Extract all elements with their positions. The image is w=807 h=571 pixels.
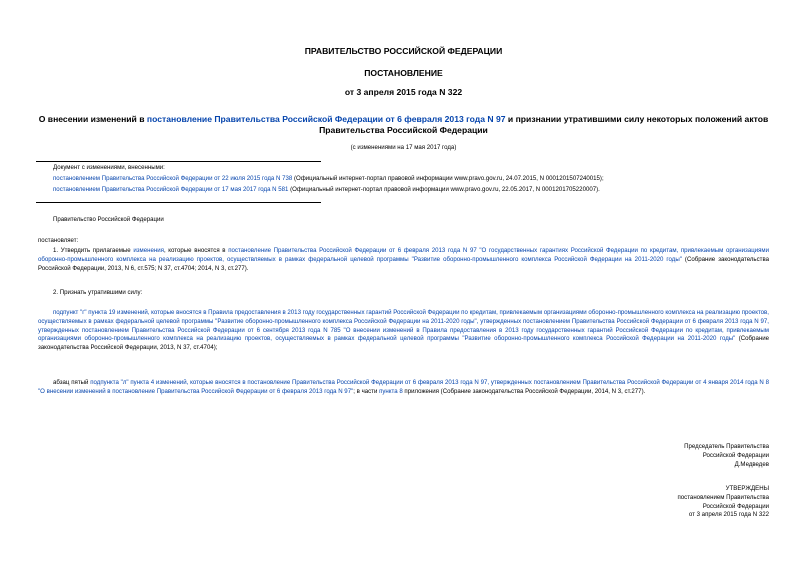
paragraph-3 [38,309,769,353]
amendment-link-738[interactable]: постановлением Правительства Российской Федерации от 22 июля 2015 года N 738 [53,175,293,182]
signature-country: Российской Федерации [702,451,769,459]
divider-top [36,161,321,162]
paragraph-1 [38,247,769,273]
amendment-link-581[interactable]: постановлением Правительства Российской Федерации от 17 мая 2017 года N 581 [53,186,289,193]
approved-block [469,485,769,520]
approved-date: от 3 апреля 2015 года N 322 [688,511,769,519]
approved-by: постановлением Правительства [677,493,769,501]
amendment-source-738: (Официальный интернет-портал правовой информации www.pravo.gov.ru, 24.07.2015, N 0001201507240015); [292,175,604,182]
title-text-end: и признании утратившими силу некоторых положений актов Правительства Российской Федерации [319,114,769,135]
p3-text-1: (Собрание законодательства Российской Федерации, 2013, N 37, ст.4704); [38,335,769,352]
title-text-start: О внесении изменений в [38,114,147,124]
document-type: ПОСТАНОВЛЕНИЕ [364,68,443,78]
p1-text-3: (Собрание законодательства Российской Федерации, 2013, N 6, ст.575; N 37, ст.4704; 2014, N 3, ст.277). [38,255,770,272]
p4-link-point-8[interactable]: пункта 8 [379,387,403,395]
paragraph-4 [38,379,769,397]
approved-label: УТВЕРЖДЕНЫ [725,485,769,492]
signature-name: Д.Медведев [734,460,769,468]
amendment-source-581: (Официальный интернет-портал правовой информации www.pravo.gov.ru, 22.05.2017, N 0001201705220007). [288,186,600,193]
p4-text-3: приложения (Собрание законодательства Российской Федерации, 2014, N 3, ст.277). [402,387,646,395]
government-heading: ПРАВИТЕЛЬСТВО РОССИЙСКОЙ ФЕДЕРАЦИИ [304,46,503,56]
edition-note: (с изменениями на 17 мая 2017 года) [350,144,457,151]
divider-bottom [36,202,321,203]
amendments-heading: Документ с изменениями, внесенными: [53,164,165,171]
paragraph-2: 2. Признать утратившими силу: [53,289,143,296]
amendment-item [53,175,773,184]
p4-text-1: абзац пятый [53,379,91,386]
p1-link-changes[interactable]: изменения [133,247,164,254]
p4-link-subparagraph-l[interactable]: подпункта "л" пункта 4 изменений, которые вносятся в постановление Правительства Российской Федерации от 6 февраля 2013 года N 97, утвержденных постановлением Правительства Российской Федерации от 4 января 2014 года N 8 "О внесении изменений в постановление Правительства Российской Федерации от 6 февраля 2013 года N 97" [38,379,769,395]
p4-text-2: ; в части [353,387,380,395]
document-title [36,114,771,136]
document-date-number: от 3 апреля 2015 года N 322 [344,87,463,97]
p1-text-2: , которые вносятся в [163,247,229,254]
amendment-item [53,186,773,195]
issuer: Правительство Российской Федерации [53,216,164,223]
title-link-decree-97[interactable]: постановление Правительства Российской Федерации от 6 февраля 2013 года N 97 [146,114,506,124]
signature-block [469,443,769,469]
approved-country: Российской Федерации [702,502,769,510]
p3-link-subparagraph-g[interactable]: подпункт "г" пункта 19 изменений, которые вносятся в Правила предоставления в 2013 году государственных гарантий Российской Федерации по кредитам, привлекаемым организациями оборонно-промышленного комплекса на реализацию проектов, осуществляемых в рамках федеральной целевой программы "Развитие оборонно-промышленного комплекса Российской Федерации на 2011-2020 годы", утвержденных постановлением Правительства Российской Федерации от 6 февраля 2013 года N 97, утвержденных постановлением Правительства Российской Федерации от 6 сентября 2013 года N 785 "О внесении изменений в Правила предоставления в 2013 году государственных гарантий Российской Федерации по кредитам, привлекаемым организациями оборонно-промышленного комплекса на реализацию проектов, осуществляемых в рамках федеральной целевой программы "Развитие оборонно-промышленного комплекса Российской Федерации на 2011-2020 годы" [38,309,769,343]
p1-text-1: 1. Утвердить прилагаемые [53,247,134,254]
p1-link-decree-97[interactable]: постановление Правительства Российской Федерации от 6 февраля 2013 года N 97 "О государственных гарантиях Российской Федерации по кредитам, привлекаемым организациями оборонно-промышленного комплекса на реализацию проектов, осуществляемых в рамках федеральной целевой программы "Развитие оборонно-промышленного комплекса Российской Федерации на 2011-2020 годы" [38,247,769,263]
signature-position: Председатель Правительства [684,443,769,450]
decrees-word: постановляет: [38,237,79,244]
